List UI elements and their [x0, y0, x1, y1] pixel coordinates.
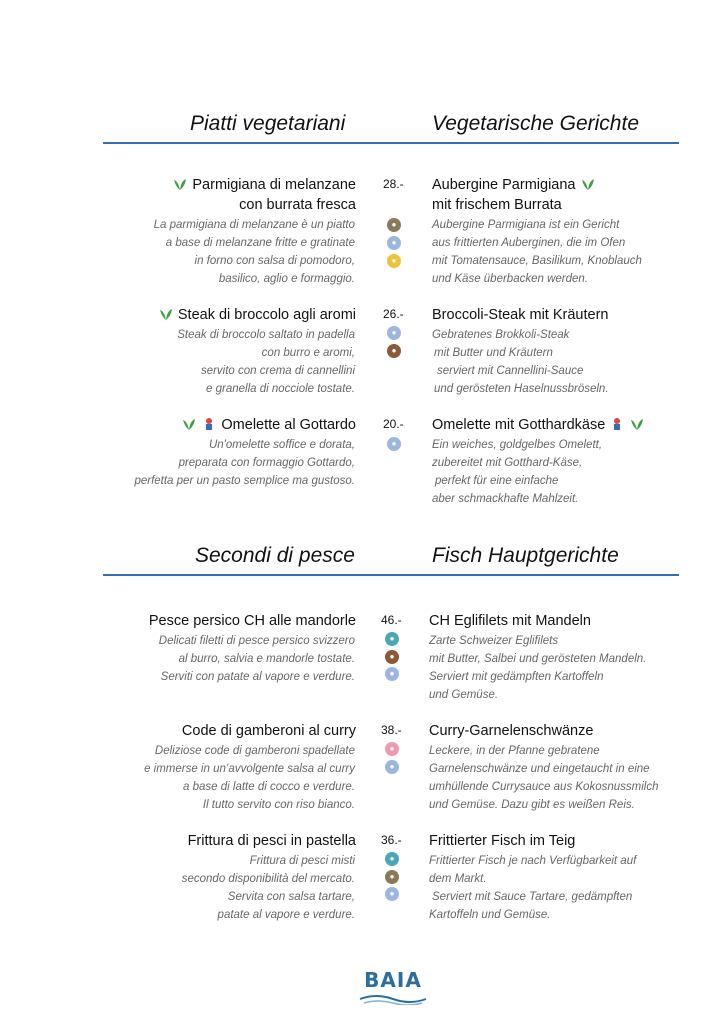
price: 26.- [383, 307, 404, 321]
desc-line: e granella di nocciole tostate. [206, 383, 355, 395]
desc-line: aus frittierten Auberginen, die im Ofen [432, 237, 626, 249]
section-title-de: Vegetarische Gerichte [432, 112, 639, 135]
dish-name-de [432, 176, 596, 195]
section-title-de: Fisch Hauptgerichte [432, 544, 619, 567]
dish-name-de: CH Eglifilets mit Mandeln [429, 613, 591, 629]
milk-icon: ● [387, 437, 401, 451]
dish-desc-it [177, 326, 355, 398]
desc-line: Serviti con patate al vapore e verdure. [160, 671, 355, 683]
dish-name-de [432, 416, 645, 435]
price: 28.- [383, 177, 404, 191]
dish-desc-it [134, 436, 355, 490]
desc-line: Serviert mit gedämpften Kartoffeln [429, 671, 604, 683]
desc-line: in forno con salsa di pomodoro, [194, 255, 355, 267]
dish-name-line2: mit frischem Burrata [432, 197, 562, 213]
desc-line: basilico, aglio e formaggio. [218, 273, 355, 285]
desc-line: Steak di broccolo saltato in padella [177, 329, 355, 341]
vegetarian-leaf-icon [181, 417, 197, 431]
dish-name-it [172, 176, 356, 195]
desc-line: zubereitet mit Gotthard-Käse, [432, 457, 583, 469]
dish-desc-de [429, 742, 658, 814]
desc-line: preparata con formaggio Gottardo, [178, 457, 355, 469]
desc-line: patate al vapore e verdure. [217, 909, 355, 921]
nut-icon: ● [387, 344, 401, 358]
divider [103, 142, 679, 144]
dish-desc-de [429, 632, 646, 704]
desc-line: Frittierter Fisch je nach Verfügbarkeit auf [429, 855, 637, 867]
dish-name-it: Frittura di pesci in pastella [187, 833, 356, 849]
desc-line: Aubergine Parmigiana ist ein Gericht [432, 219, 620, 231]
desc-line: serviert mit Cannellini-Sauce [437, 365, 584, 377]
dish-desc-it [154, 216, 355, 288]
dish-name-it: Pesce persico CH alle mandorle [148, 613, 356, 629]
desc-line: und gerösteten Haselnussbröseln. [434, 383, 609, 395]
dish-name-de: Frittierter Fisch im Teig [429, 833, 576, 849]
nut-icon: ● [385, 650, 399, 664]
desc-line: Frittura di pesci misti [249, 855, 355, 867]
milk-icon: ● [387, 236, 401, 250]
wave-icon [358, 993, 428, 1005]
dish-desc-it [159, 632, 355, 686]
dish-name-de: Broccoli-Steak mit Kräutern [432, 307, 609, 323]
desc-line: al burro, salvia e mandorle tostate. [178, 653, 355, 665]
dish-name-line1: Omelette mit Gotthardkäse [432, 417, 606, 433]
vegetarian-leaf-icon [172, 177, 188, 191]
desc-line: und Gemüse. [429, 689, 499, 701]
desc-line: a base di latte di cocco e verdure. [183, 781, 355, 793]
desc-line: Delicati filetti di pesce persico svizzero [158, 635, 355, 647]
dish-name-it [181, 416, 356, 435]
desc-line: Deliziose code di gamberoni spadellate [154, 745, 355, 757]
price: 46.- [381, 613, 402, 627]
desc-line: dem Markt. [429, 873, 487, 885]
desc-line: secondo disponibilità del mercato. [181, 873, 355, 885]
desc-line: La parmigiana di melanzane è un piatto [153, 219, 355, 231]
dish-desc-it [144, 742, 355, 814]
dish-desc-it [182, 852, 355, 924]
desc-line: perfekt für eine einfache [435, 475, 559, 487]
desc-line: Gebratenes Brokkoli-Steak [432, 329, 570, 341]
dish-name-line1: Parmigiana di melanzane [192, 177, 356, 193]
shrimp-icon: ● [385, 742, 399, 756]
price: 38.- [381, 723, 402, 737]
dish-name-line1: Aubergine Parmigiana [432, 177, 576, 193]
desc-line: aber schmackhafte Mahlzeit. [432, 493, 579, 505]
desc-line: mit Butter und Kräutern [434, 347, 553, 359]
desc-line: a base di melanzane fritte e gratinate [165, 237, 355, 249]
milk-icon: ● [385, 887, 399, 901]
desc-line: Leckere, in der Pfanne gebratene [429, 745, 600, 757]
divider [103, 574, 679, 576]
olive-icon: ● [385, 870, 399, 884]
milk-icon: ● [385, 760, 399, 774]
desc-line: Servita con salsa tartare, [227, 891, 355, 903]
price: 36.- [381, 833, 402, 847]
desc-line: und Gemüse. Dazu gibt es weißen Reis. [429, 799, 635, 811]
vegetarian-leaf-icon [629, 417, 645, 431]
desc-line: Un'omelette soffice e dorata, [208, 439, 355, 451]
desc-line: e immerse in un’avvolgente salsa al curry [144, 763, 355, 775]
desc-line: Kartoffeln und Gemüse. [429, 909, 551, 921]
desc-line: Il tutto servito con riso bianco. [202, 799, 355, 811]
brand-logo [358, 968, 428, 1010]
desc-line: umhüllende Currysauce aus Kokosnussmilch [429, 781, 659, 793]
dish-name-it: Code di gamberoni al curry [181, 723, 356, 739]
dish-name-it [158, 306, 356, 325]
vegetarian-leaf-icon [158, 307, 174, 321]
desc-line: servito con crema di cannellini [200, 365, 355, 377]
desc-line: mit Tomatensauce, Basilikum, Knoblauch [432, 255, 642, 267]
dish-desc-de [432, 436, 602, 508]
fish-icon: ● [385, 852, 399, 866]
desc-line: mit Butter, Salbei und gerösteten Mandeln. [429, 653, 647, 665]
desc-line: Ein weiches, goldgelbes Omelett, [432, 439, 603, 451]
logo-text: BAIA [364, 968, 422, 992]
milk-icon: ● [387, 326, 401, 340]
dish-name-line1: Steak di broccolo agli aromi [177, 307, 356, 323]
price: 20.- [383, 417, 404, 431]
dish-name-line1: Omelette al Gottardo [221, 417, 356, 433]
desc-line: Serviert mit Sauce Tartare, gedämpften [432, 891, 633, 903]
chef-icon [609, 417, 625, 431]
dish-name-line2: con burrata fresca [239, 197, 356, 213]
section-title-it: Piatti vegetariani [190, 112, 346, 135]
dish-desc-de [432, 216, 642, 288]
section-title-it: Secondi di pesce [195, 544, 355, 567]
desc-line: und Käse überbacken werden. [432, 273, 588, 285]
dish-desc-de [432, 326, 609, 398]
fish-icon: ● [385, 632, 399, 646]
desc-line: Garnelenschwänze und eingetaucht in eine [429, 763, 650, 775]
milk-icon: ● [385, 667, 399, 681]
olive-icon: ● [387, 218, 401, 232]
dish-name-de: Curry-Garnelenschwänze [429, 723, 594, 739]
dish-desc-de [429, 852, 636, 924]
desc-line: Zarte Schweizer Eglifilets [429, 635, 559, 647]
desc-line: con burro e aromi, [261, 347, 355, 359]
desc-line: perfetta per un pasto semplice ma gustoso. [134, 475, 355, 487]
vegetarian-leaf-icon [580, 177, 596, 191]
chef-icon [201, 417, 217, 431]
lightbulb-icon: ● [387, 254, 401, 268]
